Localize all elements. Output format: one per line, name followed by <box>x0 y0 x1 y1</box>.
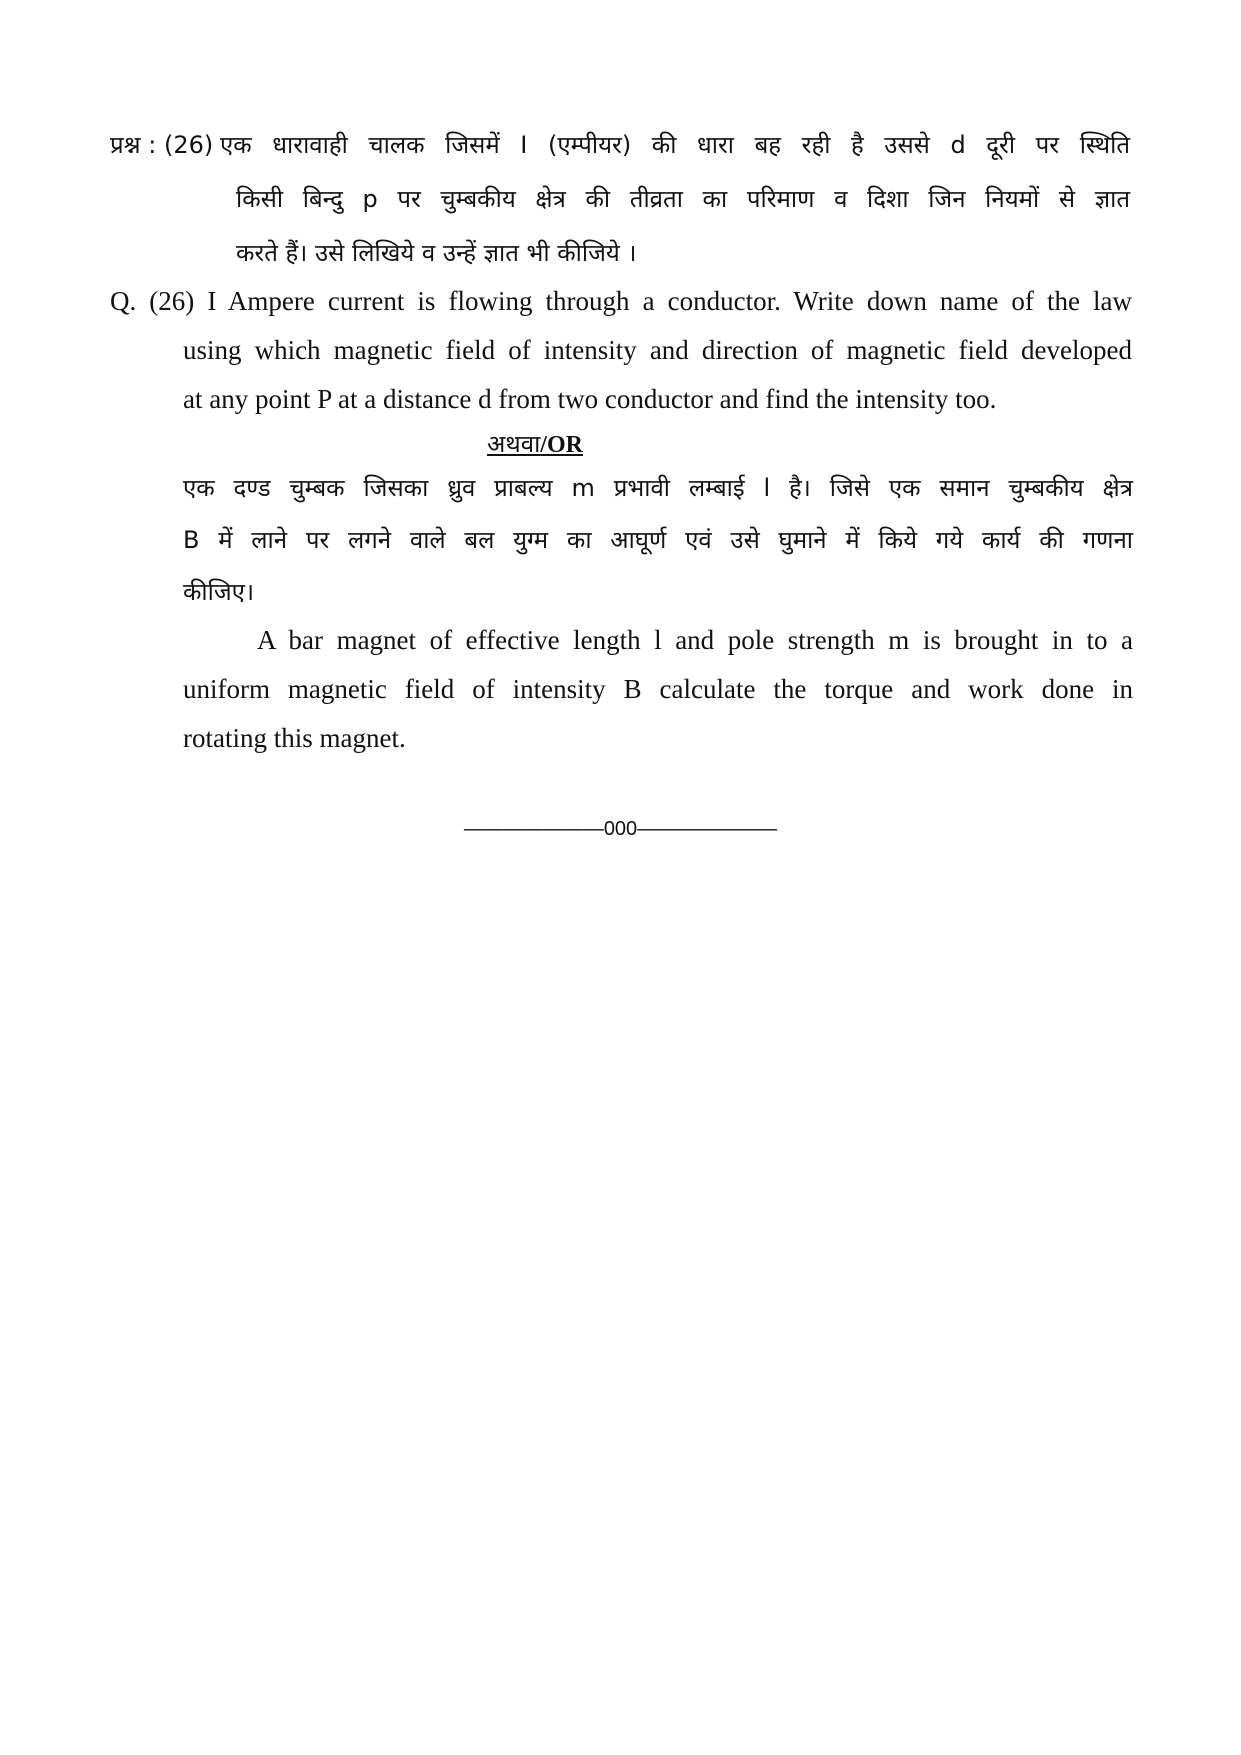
question-english <box>110 277 1132 424</box>
alternative-hindi-line-1: एक दण्ड चुम्बक जिसका ध्रुव प्राबल्य m प्रभावी लम्बाई l है। जिसे एक समान चुम्बकीय क्षेत्र <box>183 474 1133 502</box>
question-number-prefix: प्रश्न : (26) <box>110 131 214 159</box>
alternative-hindi-line-3: कीजिए। <box>183 578 255 606</box>
question-hindi <box>110 118 1130 280</box>
question-hindi-line-3: करते हैं। उसे लिखिये व उन्हें ज्ञात भी कीजिये । <box>236 239 637 267</box>
alternative-question-english <box>183 616 1133 763</box>
alternative-english-line-2: uniform magnetic field of intensity B calculate the torque and work done in <box>183 674 1133 704</box>
alternative-english-line-3: rotating this magnet. <box>183 723 406 753</box>
question-english-continuation <box>110 326 1132 424</box>
question-english-line-2: using which magnetic field of intensity and direction of magnetic field developed <box>183 335 1132 365</box>
question-english-line-3: at any point P at a distance d from two conductor and find the intensity too. <box>183 384 997 414</box>
or-heading-separator: / <box>540 432 547 458</box>
or-heading <box>0 427 1070 460</box>
question-hindi-line-1: एक धारावाही चालक जिसमें I (एम्पीयर) की धारा बह रही है उससे d दूरी पर स्थिति <box>220 131 1130 159</box>
end-of-paper-mark: ———————000——————— <box>463 818 778 840</box>
or-heading-hindi: अथवा <box>487 430 541 458</box>
question-english-line-1: Q. (26) I Ampere current is flowing through a conductor. Write down name of the law <box>110 286 1132 316</box>
or-heading-english: OR <box>546 432 583 458</box>
alternative-english-line-1: A bar magnet of effective length l and pole strength m is brought in to a <box>257 625 1133 655</box>
alternative-hindi-line-2: B में लाने पर लगने वाले बल युग्म का आघूर्ण एवं उसे घुमाने में किये गये कार्य की गणना <box>183 526 1133 554</box>
question-hindi-line-2: किसी बिन्दु p पर चुम्बकीय क्षेत्र की तीव्रता का परिमाण व दिशा जिन नियमों से ज्ञात <box>236 185 1130 213</box>
alternative-question-hindi <box>183 462 1133 618</box>
question-hindi-body <box>110 118 1130 280</box>
